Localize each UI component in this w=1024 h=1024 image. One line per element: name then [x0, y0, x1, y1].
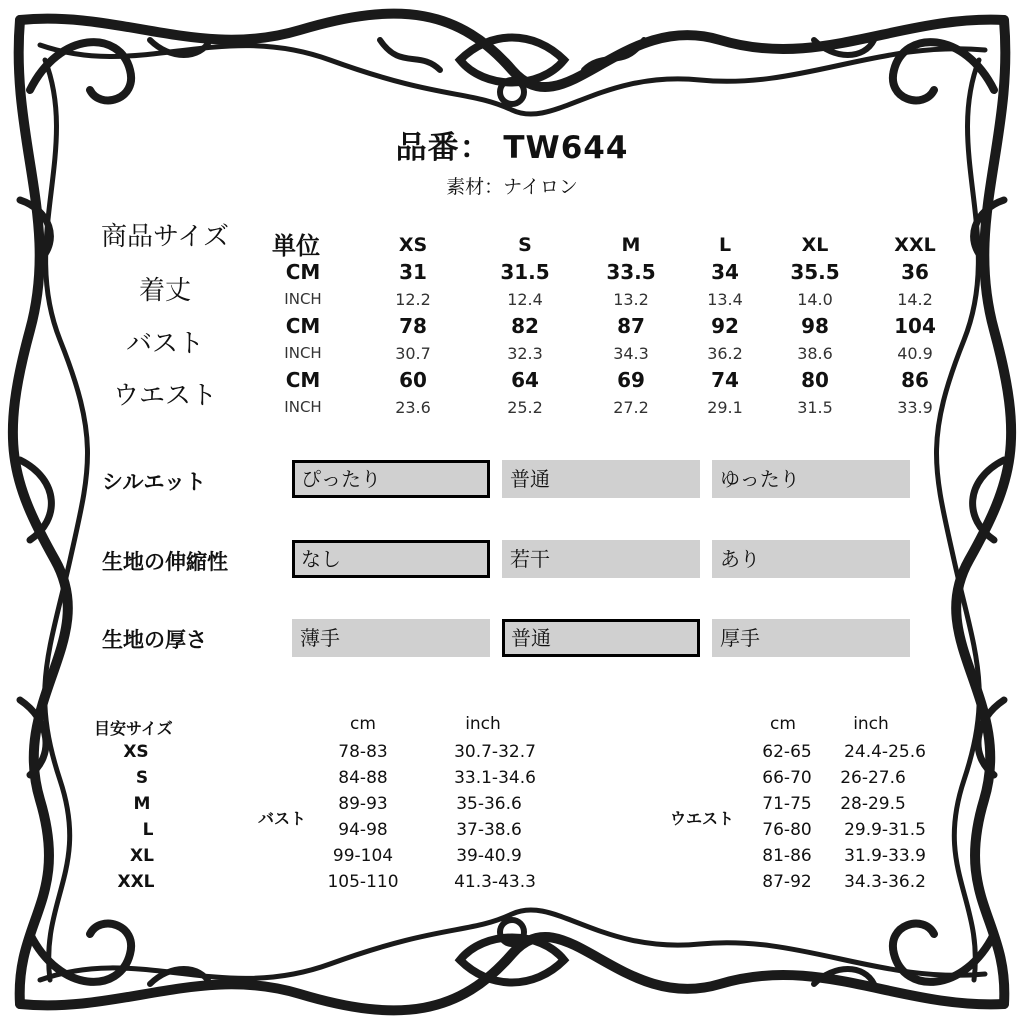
table-cell: 25.2: [507, 398, 543, 417]
table-cell: 14.0: [797, 290, 833, 309]
attr-label-stretch: 生地の伸縮性: [102, 550, 228, 574]
table-cell: 34.3: [613, 344, 649, 363]
guide-size: S: [135, 768, 149, 788]
table-cell: 87: [617, 314, 645, 338]
option-box: ゆったり: [712, 460, 910, 498]
option-box: なし: [292, 540, 490, 578]
table-cell: 82: [511, 314, 539, 338]
row-label-length: 着丈: [138, 276, 191, 306]
table-cell: 33.5: [606, 260, 656, 284]
product-number: 品番： TW644: [395, 130, 629, 166]
guide-cell: 94-98: [338, 820, 388, 840]
guide-cell: 105-110: [327, 872, 399, 892]
table-cell: 14.2: [897, 290, 933, 309]
table-cell: 78: [399, 314, 427, 338]
guide-size: XL: [130, 846, 154, 866]
table-cell: 80: [801, 368, 829, 392]
guide-cell: 84-88: [338, 768, 388, 788]
guide-cell: 62-65: [762, 742, 812, 762]
guide-bust-cm-head: cm: [350, 714, 376, 734]
table-cell: 12.2: [395, 290, 431, 309]
table-cell: 30.7: [395, 344, 431, 363]
table-cell: 33.9: [897, 398, 933, 417]
table-cell: 92: [711, 314, 739, 338]
attr-label-silhouette: シルエット: [102, 470, 207, 494]
guide-size: XS: [123, 742, 149, 762]
guide-cell: 87-92: [762, 872, 812, 892]
table-cell: 32.3: [507, 344, 543, 363]
table-cell: 98: [801, 314, 829, 338]
row-label-waist: ウエスト: [112, 381, 217, 411]
table-cell: 64: [511, 368, 539, 392]
guide-cell: 39-40.9: [456, 846, 522, 866]
table-cell: 35.5: [790, 260, 840, 284]
table-cell: 31.5: [500, 260, 550, 284]
guide-cell: 35-36.6: [456, 794, 522, 814]
unit-inch: INCH: [284, 398, 322, 416]
table-cell: 27.2: [613, 398, 649, 417]
guide-cell: 29.9-31.5: [844, 820, 926, 840]
table-cell: 13.4: [707, 290, 743, 309]
size-head-xxl: XXL: [894, 234, 936, 256]
guide-cell: 34.3-36.2: [844, 872, 926, 892]
guide-cell: 28-29.5: [840, 794, 906, 814]
guide-waist-cm-head: cm: [770, 714, 796, 734]
table-cell: 104: [894, 314, 936, 338]
option-box: 普通: [502, 460, 700, 498]
option-box: 薄手: [292, 619, 490, 657]
guide-cell: 78-83: [338, 742, 388, 762]
table-cell: 13.2: [613, 290, 649, 309]
row-label-bust: バスト: [125, 329, 204, 359]
guide-cell: 37-38.6: [456, 820, 522, 840]
table-cell: 31: [399, 260, 427, 284]
guide-waist-inch-head: inch: [853, 714, 889, 734]
table-cell: 23.6: [395, 398, 431, 417]
option-box: 厚手: [712, 619, 910, 657]
unit-inch: INCH: [284, 290, 322, 308]
table-cell: 31.5: [797, 398, 833, 417]
guide-cell: 71-75: [762, 794, 812, 814]
unit-cm: CM: [285, 260, 321, 284]
product-size-label: 商品サイズ: [101, 222, 229, 252]
option-box: 若干: [502, 540, 700, 578]
table-cell: 60: [399, 368, 427, 392]
guide-cell: 24.4-25.6: [844, 742, 926, 762]
guide-size: L: [142, 820, 154, 840]
table-cell: 69: [617, 368, 645, 392]
guide-waist-label: ウエスト: [670, 809, 735, 828]
table-cell: 29.1: [707, 398, 743, 417]
guide-cell: 99-104: [332, 846, 394, 866]
unit-cm: CM: [285, 368, 321, 392]
table-cell: 40.9: [897, 344, 933, 363]
table-cell: 36.2: [707, 344, 743, 363]
guide-cell: 89-93: [338, 794, 388, 814]
table-cell: 12.4: [507, 290, 543, 309]
guide-cell: 81-86: [762, 846, 812, 866]
size-head-xl: XL: [801, 234, 829, 256]
guide-cell: 31.9-33.9: [844, 846, 926, 866]
unit-label: 単位: [272, 232, 320, 260]
size-head-s: S: [518, 234, 532, 256]
attr-label-thickness: 生地の厚さ: [102, 628, 207, 652]
guide-cell: 66-70: [762, 768, 812, 788]
guide-cell: 33.1-34.6: [454, 768, 536, 788]
unit-inch: INCH: [284, 344, 322, 362]
guide-bust-label: バスト: [258, 809, 307, 828]
table-cell: 38.6: [797, 344, 833, 363]
table-cell: 36: [901, 260, 929, 284]
size-head-l: L: [718, 234, 732, 256]
unit-cm: CM: [285, 314, 321, 338]
option-box: あり: [712, 540, 910, 578]
guide-cell: 30.7-32.7: [454, 742, 536, 762]
size-head-xs: XS: [398, 234, 428, 256]
option-box: 普通: [502, 619, 700, 657]
guide-size: M: [133, 794, 151, 814]
guide-title: 目安サイズ: [94, 719, 173, 738]
guide-size: XXL: [117, 872, 155, 892]
material-label: 素材：ナイロン: [446, 176, 578, 198]
guide-cell: 76-80: [762, 820, 812, 840]
size-head-m: M: [621, 234, 641, 256]
table-cell: 74: [711, 368, 739, 392]
table-cell: 86: [901, 368, 929, 392]
guide-cell: 26-27.6: [840, 768, 906, 788]
guide-bust-inch-head: inch: [465, 714, 501, 734]
table-cell: 34: [711, 260, 739, 284]
option-box: ぴったり: [292, 460, 490, 498]
guide-cell: 41.3-43.3: [454, 872, 536, 892]
